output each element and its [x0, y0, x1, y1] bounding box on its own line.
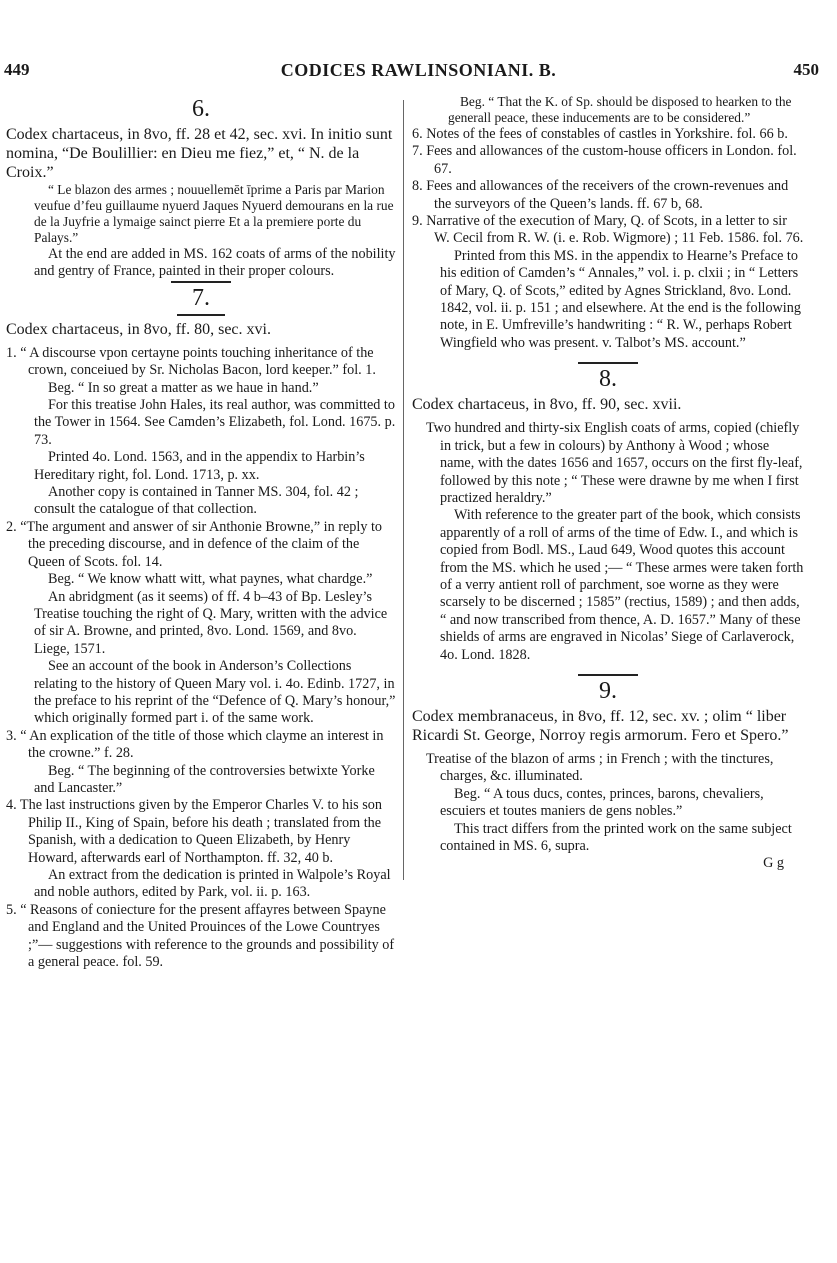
section-heading: Codex chartaceus, in 8vo, ff. 80, sec. xvi. [6, 320, 271, 338]
note-text: An abridgment (as it seems) of ff. 4 b–43 of Bp. Lesley’s Treatise touching the right of Q. Mary, written with the advice of sir A. Browne, and printed, 8vo. Lond. 1569, and 8vo. Liege, 1571. [34, 588, 388, 657]
section-heading: Codex chartaceus, in 8vo, ff. 28 et 42, sec. xvi. In initio sunt nomina, “De Boulillier: en Dieu me fiez,” et, “ N. de la Croix.” [6, 126, 393, 181]
beginning-text: Beg. “ In so great a matter as we haue in hand.” [48, 379, 319, 396]
signature-mark: G g [763, 855, 784, 872]
item-text: 9. Narrative of the execution of Mary, Q. of Scots, in a letter to sir W. Cecil from R. W. (i. e. Rob. Wigmore) ; 11 Feb. 1586. fol. 76. [412, 213, 804, 247]
note-text: For this treatise John Hales, its real author, was committed to the Tower in 1564. See Camden’s Elizabeth, fol. Lond. 1675. p. 73. [34, 397, 396, 448]
running-title: CODICES RAWLINSONIANI. B. [280, 60, 557, 80]
page-number-left: 449 [4, 60, 30, 79]
item-text: 5. “ Reasons of coniecture for the present affayres between Spayne and England and the United Prouinces of the Lowe Countryes ;”— suggestions with reference to the grounds and possibility of a general peace. fol. 59. [6, 901, 395, 971]
section-number: 8. [599, 366, 617, 393]
section-rule [578, 362, 638, 364]
quote-text: “ Le blazon des armes ; nouuellemēt īprime a Paris par Marion veufue d’feu guillaume nyuerd Jaques Nyuerd demourans en la rue de la Juyfrie a lymaige sainct pierre Et a la premiere porte du Palays.” [34, 182, 394, 245]
beginning-text: Beg. “ The beginning of the controversies betwixte Yorke and Lancaster.” [34, 762, 375, 796]
section-number: 7. [192, 284, 210, 311]
page-header [0, 60, 837, 84]
note-text: Another copy is contained in Tanner MS. 304, fol. 42 ; consult the catalogue of that collection. [34, 484, 359, 518]
section-number: 6. [192, 96, 210, 122]
column-divider [403, 100, 404, 880]
left-column [6, 94, 396, 971]
item-text: 2. “The argument and answer of sir Anthonie Browne,” in reply to the preceding discourse, and in defence of the claim of the Queen of Scots. fol. 14. [6, 518, 383, 570]
note-text: See an account of the book in Anderson’s Collections relating to the history of Queen Mary vol. i. 4o. Edinb. 1727, in the preface to his reprint of the “Defence of Q. Mary’s honour,” which originally formed part i. of the same work. [34, 658, 396, 727]
item-text: 3. “ An explication of the title of those which clayme an interest in the crowne.” f. 28. [6, 727, 384, 762]
description-text: Treatise of the blazon of arms ; in French ; with the tinctures, charges, &c. illuminated. [426, 750, 774, 785]
note-text: This tract differs from the printed work on the same subject contained in MS. 6, supra. [440, 820, 792, 854]
description-text: Two hundred and thirty-six English coats of arms, copied (chiefly in trick, but a few in colours) by Anthony à Wood ; whose name, with the dates 1656 and 1657, occurs on the first fly-leaf, followed by this note ; “ These were drawne by me when I first practized heraldry.” [426, 420, 803, 506]
note-text: With reference to the greater part of the book, which consists apparently of a roll of arms of the time of Edw. I., and which is copied from Bodl. MS., Laud 649, Wood quotes this account from the MS. which he used ;— “ These armes were taken forth of a verry antient roll of parchment, soe worne as they were scarsely to be discerned ; 1585” (rectius, 1589) ; and then adds, “ and now transcribed from thence, A. D. 1657.” Many of these shields of arms are engraved in Nicolas’ Siege of Carlaverock, 4o. Lond. 1828. [440, 507, 804, 663]
note-text: Printed 4o. Lond. 1563, and in the appendix to Harbin’s Hereditary right, fol. Lond. 1713, p. xx. [34, 449, 365, 483]
beginning-text: Beg. “ We know whatt witt, what paynes, what chardge.” [48, 571, 373, 588]
note-text: At the end are added in MS. 162 coats of arms of the nobility and gentry of France, painted in their proper colours. [34, 246, 396, 280]
item-text: 4. The last instructions given by the Emperor Charles V. to his son Philip II., King of Spain, before his death ; translated from the Spanish, with a dedication to Queen Elizabeth, by Henry Howard, afterwards earl of Northampton. ff. 32, 40 b. [6, 797, 382, 866]
right-column [412, 94, 804, 873]
section-number: 9. [599, 677, 617, 704]
section-rule [578, 674, 638, 676]
note-text: Printed from this MS. in the appendix to Hearne’s Preface to his edition of Camden’s “ Annales,” vol. i. p. clxii ; in “ Letters of Mary, Q. of Scots,” edited by Agnes Strickland, 8vo. Lond. 1842, vol. ii. p. 151 ; and elsewhere. At the end is the following note, in E. Umfreville’s handwriting : “ R. W., perhaps Robert Wingfield who was present. v. Talbot’s MS. account.” [440, 247, 801, 351]
item-text: 8. Fees and allowances of the receivers of the crown-revenues and the surveyors of the Queen’s lands. ff. 67 b, 68. [412, 178, 789, 212]
section-rule [171, 281, 231, 283]
section-heading: Codex membranaceus, in 8vo, ff. 12, sec. xv. ; olim “ liber Ricardi St. George, Norroy regis armorum. Fero et Spero.” [412, 707, 789, 744]
item-text: 6. Notes of the fees of constables of castles in Yorkshire. fol. 66 b. [412, 126, 788, 142]
beginning-text: Beg. “ That the K. of Sp. should be disposed to hearken to the generall peace, these inducements are to be considered.” [448, 94, 792, 125]
item-text: 1. “ A discourse vpon certayne points touching inheritance of the crown, conceiued by Sr. Nicholas Bacon, lord keeper.” fol. 1. [6, 344, 376, 379]
beginning-text: Beg. “ A tous ducs, contes, princes, barons, chevaliers, escuiers et toutes maniers de gens nobles.” [440, 785, 764, 820]
section-heading: Codex chartaceus, in 8vo, ff. 90, sec. xvii. [412, 396, 682, 414]
section-rule [177, 314, 225, 316]
item-text: 7. Fees and allowances of the custom-house officers in London. fol. 67. [412, 143, 797, 177]
page-number-right: 450 [793, 60, 819, 79]
note-text: An extract from the dedication is printed in Walpole’s Royal and noble authors, edited by Park, vol. ii. p. 163. [34, 867, 391, 901]
